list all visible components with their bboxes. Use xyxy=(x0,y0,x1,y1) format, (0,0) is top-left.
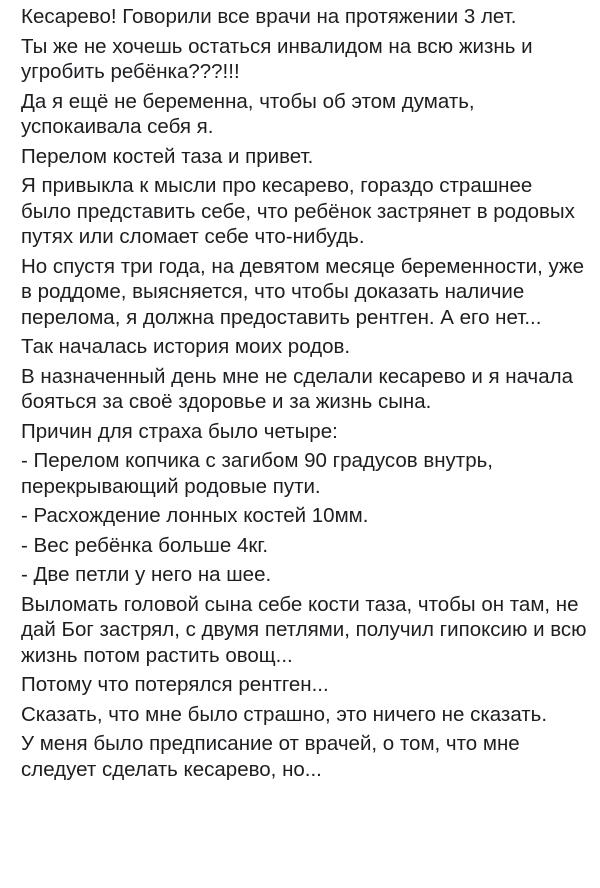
post-paragraph: Кесарево! Говорили все врачи на протяжении 3 лет. xyxy=(21,5,517,28)
list-item: - Перелом копчика с загибом 90 градусов внутрь, перекрывающий родовые пути. xyxy=(21,449,493,498)
post-paragraph: Ты же не хочешь остаться инвалидом на всю жизнь и угробить ребёнка???!!! xyxy=(21,34,533,83)
post-paragraph: Перелом костей таза и привет. xyxy=(21,144,314,168)
post-paragraph: Я привыкла к мысли про кесарево, гораздо страшнее было представить себе, что ребёнок застрянет в родовых путях или сломает себе что-нибудь. xyxy=(21,174,575,248)
post-paragraph: Да я ещё не беременна, чтобы об этом думать, успокаивала себя я. xyxy=(21,89,475,138)
post-paragraph: Так началась история моих родов. xyxy=(21,335,351,358)
list-item: - Вес ребёнка больше 4кг. xyxy=(21,533,269,557)
list-item: - Расхождение лонных костей 10мм. xyxy=(21,504,369,527)
post-paragraph: Потому что потерялся рентген... xyxy=(21,673,329,696)
list-item: - Две петли у него на шее. xyxy=(21,563,272,586)
post-paragraph: У меня было предписание от врачей, о том, что мне следует сделать кесарево, но... xyxy=(21,732,520,781)
post-paragraph: Сказать, что мне было страшно, это ничего не сказать. xyxy=(21,702,548,726)
post-paragraph: В назначенный день мне не сделали кесарево и я начала бояться за своё здоровье и за жизнь сына. xyxy=(21,364,573,413)
post-paragraph: Причин для страха было четыре: xyxy=(21,419,338,443)
post-paragraph: Но спустя три года, на девятом месяце беременности, уже в роддоме, выясняется, что чтобы доказать наличие перелома, я должна предоставить рентген. А его нет... xyxy=(21,254,585,329)
post-paragraph: Выломать головой сына себе кости таза, чтобы он там, не дай Бог застрял, с двумя петлями, получил гипоксию и всю жизнь потом растить овощ... xyxy=(21,592,587,667)
